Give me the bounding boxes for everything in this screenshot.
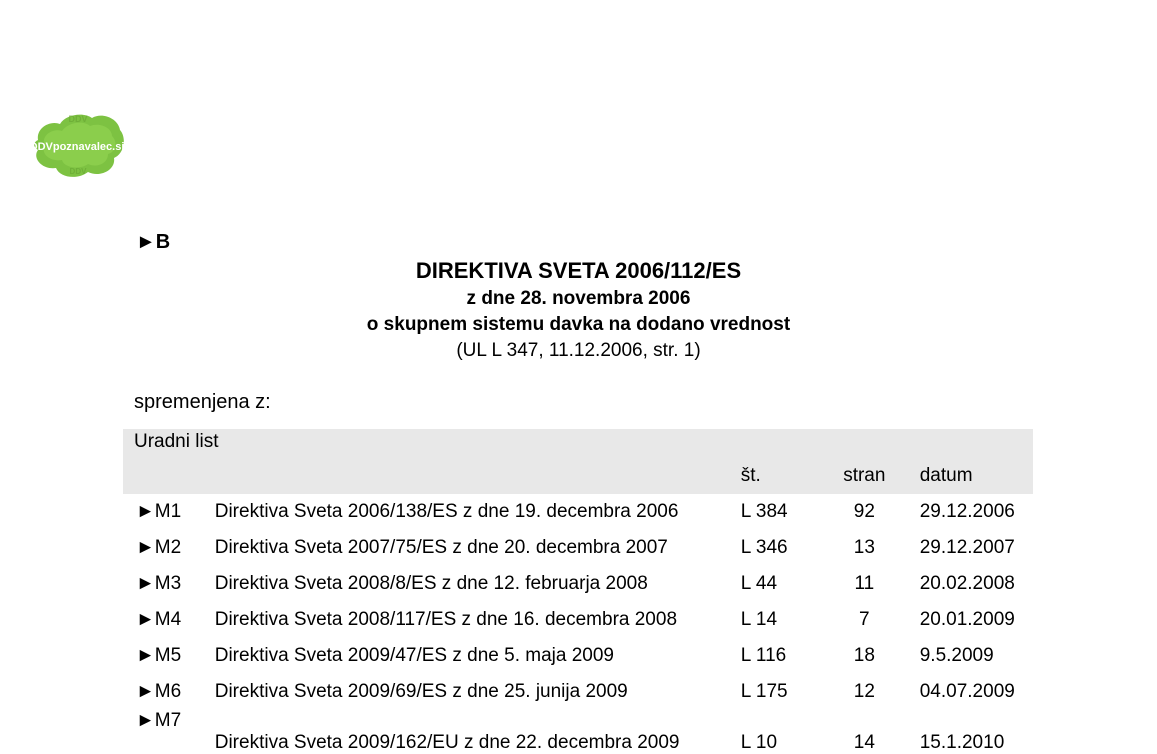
amendment-date: 15.1.2010 [919,732,1005,753]
table-row [123,602,1033,638]
document-header [0,256,1157,364]
amendment-act: Direktiva Sveta 2006/138/ES z dne 19. decembra 2006 [214,501,679,522]
amendment-date: 20.01.2009 [919,609,1015,630]
amendment-ref[interactable]: ►M7 [136,710,182,731]
document-subject: o skupnem sistemu davka na dodano vrednost [366,314,791,335]
base-act-marker: ►B [136,231,171,253]
header-page: stran [827,458,902,494]
amendment-oj-number: L 384 [740,501,788,522]
document-date-line: z dne 28. novembra 2006 [466,288,691,309]
amendment-page: 7 [859,609,870,630]
amendment-act: Direktiva Sveta 2009/69/ES z dne 25. junija 2009 [214,681,628,702]
amendment-ref[interactable]: ►M1 [136,501,182,522]
amendment-date: 29.12.2006 [919,501,1015,522]
amendment-date: 20.02.2008 [919,573,1015,594]
amendment-oj-number: L 10 [740,732,778,753]
ddv-logo-graphic [30,110,126,180]
amended-by-label: spremenjena z: [134,391,271,413]
official-journal-header: Uradni list [123,429,1033,458]
table-row [123,638,1033,674]
amendment-page: 14 [853,732,875,753]
table-row [123,674,1033,710]
amendment-date: 9.5.2009 [919,645,994,666]
header-number: št. [741,458,827,494]
amendment-oj-number: L 346 [740,537,788,558]
amendment-page: 18 [853,645,875,666]
table-row [123,530,1033,566]
amendment-oj-number: L 175 [740,681,788,702]
document-reference: (UL L 347, 11.12.2006, str. 1) [456,340,701,361]
header-ref [123,458,215,494]
amendment-oj-number: L 116 [740,645,787,666]
ddv-logo[interactable] [30,110,126,180]
amendment-act: Direktiva Sveta 2008/117/ES z dne 16. decembra 2008 [214,609,678,630]
amendment-page: 11 [854,573,875,594]
amendment-act: Direktiva Sveta 2007/75/ES z dne 20. decembra 2007 [214,537,668,558]
amendments-table [123,429,1033,754]
logo-text: DDVpoznavalec.si [30,141,125,153]
svg-text:DDV: DDV [69,167,87,176]
table-row [123,566,1033,602]
amendment-ref[interactable]: ►M4 [136,609,182,630]
amendment-act: Direktiva Sveta 2009/47/ES z dne 5. maja 2009 [214,645,614,666]
document-title: DIREKTIVA SVETA 2006/112/ES [415,258,742,283]
table-row [123,710,1033,754]
header-act [215,458,741,494]
amendment-oj-number: L 44 [740,573,778,594]
header-date: datum [902,458,1033,494]
amendment-page: 92 [853,501,875,522]
amendment-page: 12 [853,681,875,702]
amendment-oj-number: L 14 [740,609,778,630]
amendment-ref[interactable]: ►M6 [136,681,182,702]
table-row [123,494,1033,530]
amendment-ref[interactable]: ►M2 [136,537,182,558]
amendment-page: 13 [853,537,875,558]
amendment-act: Direktiva Sveta 2008/8/ES z dne 12. februarja 2008 [214,573,648,594]
amendment-act: Direktiva Sveta 2009/162/EU z dne 22. decembra 2009 [214,732,680,753]
amendment-ref[interactable]: ►M3 [136,573,182,594]
svg-text:DDV: DDV [68,114,88,124]
amendment-ref[interactable]: ►M5 [136,645,182,666]
amendment-date: 04.07.2009 [919,681,1015,702]
amendment-date: 29.12.2007 [919,537,1015,558]
